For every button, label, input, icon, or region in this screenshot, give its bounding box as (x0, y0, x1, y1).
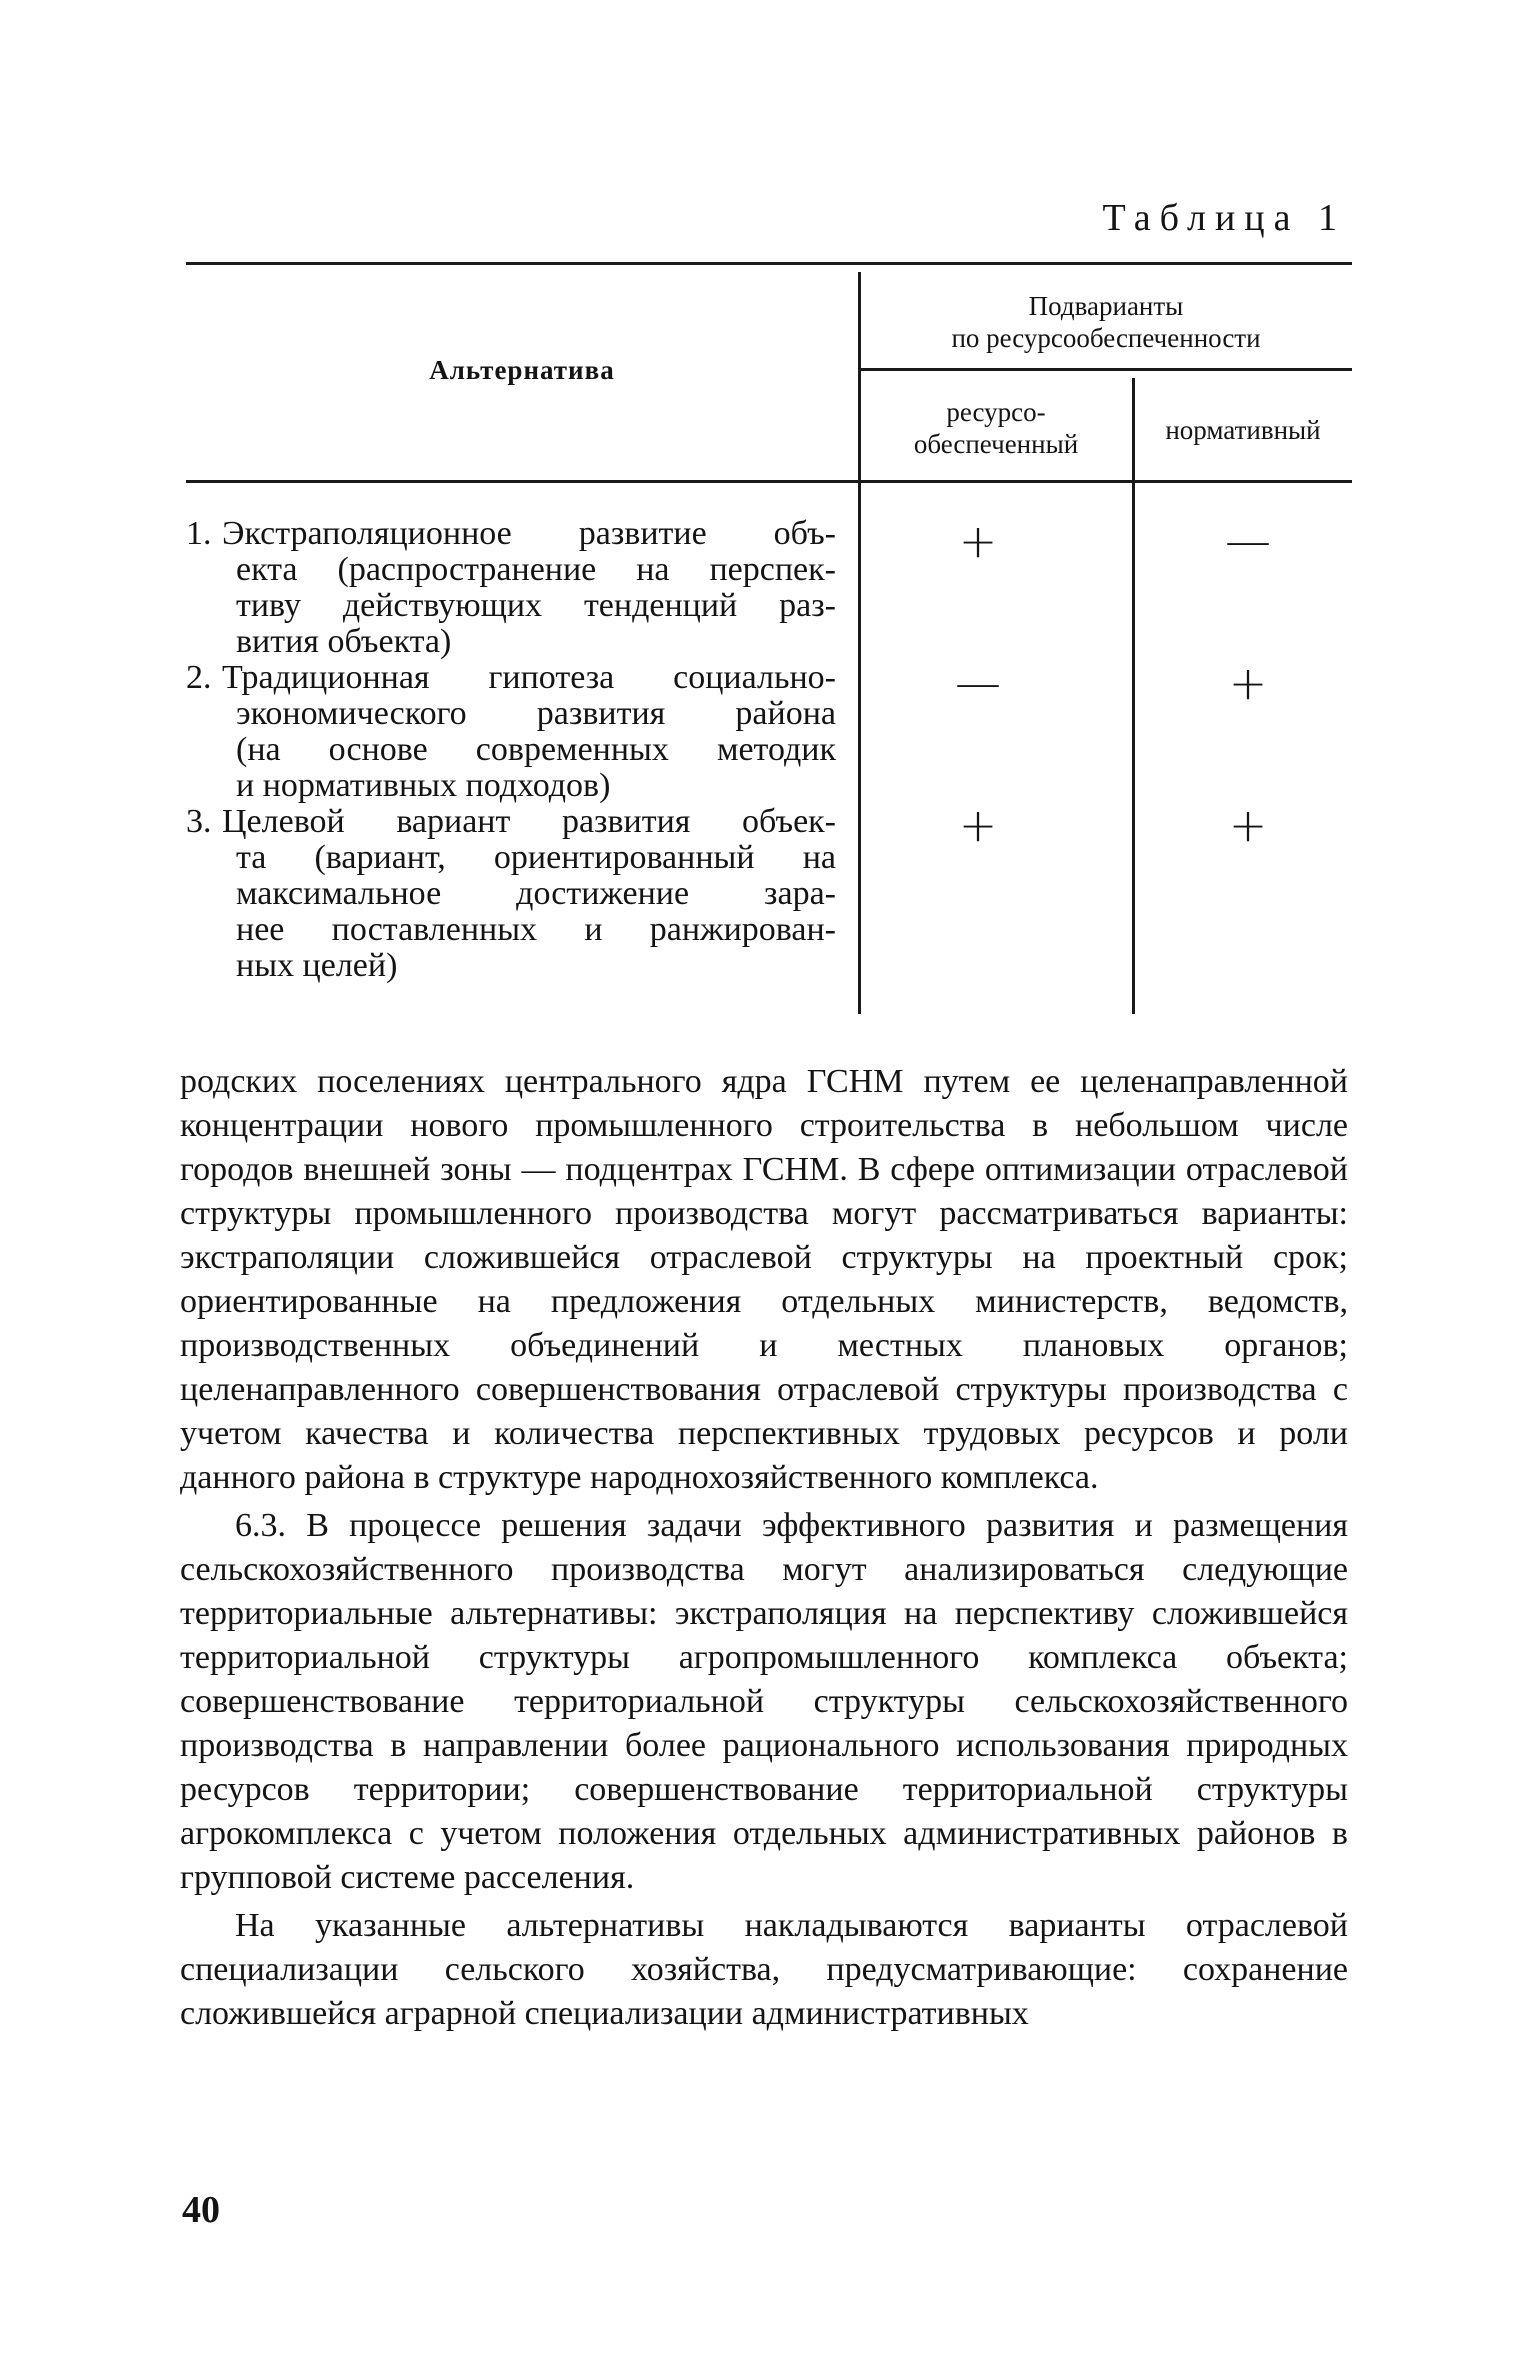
header-subvariants (860, 290, 1352, 354)
table-col-divider-sub (1132, 378, 1135, 1014)
row-line: экономического развития района (236, 695, 836, 732)
row-line (186, 660, 836, 696)
row-line: екта (распространение на перспек- (236, 551, 836, 588)
row-line: максимальное достижение зара- (236, 875, 836, 912)
paragraph: родских поселениях центрального ядра ГСНМ путем ее целенаправленной концентрации нового промышленного строительства в небольшом числе городов внешней зоны — подцентрах ГСНМ. В сфере оптимизации отраслевой структуры промышленного производства могут рассматриваться варианты: экстраполяции сложившейся отраслевой структуры на проектный срок; ориентированные на предложения отдельных министерств, ведомств, производственных объединений и местных плановых органов; целенаправленного совершенствования отраслевой структуры производства с учетом качества и количества перспективных трудовых ресурсов и роли данного района в структуре народнохозяйственного комплекса. (180, 1063, 1348, 1496)
row-line (186, 804, 836, 840)
row-number: 3. (186, 803, 212, 840)
header-col-resource (860, 396, 1132, 460)
header-subvariants-line1: Подварианты (1028, 291, 1184, 321)
header-col-normative: нормативный (1165, 415, 1321, 445)
row-line: вития объекта) (236, 623, 452, 660)
row-sign-col1: — (955, 656, 1001, 710)
header-col-resource-line1: ресурсо- (946, 397, 1046, 427)
row-line: нее поставленных и ранжирован- (236, 911, 836, 948)
paragraph: 6.3. В процессе решения задачи эффективного развития и размещения сельскохозяйственного производства могут анализироваться следующие территориальные альтернативы: экстраполяция на перспективу сложившейся территориальной структуры агропромышленного комплекса объекта; совершенствование территориальной структуры сельскохозяйственного производства в направлении более рационального использования природных ресурсов территории; совершенствование территориальной структуры агрокомплекса с учетом положения отдельных административных районов в групповой системе расселения. (180, 1507, 1348, 1896)
header-col-resource-line2: обеспеченный (913, 429, 1079, 459)
table-col-divider-main (858, 272, 861, 1014)
row-line (186, 516, 836, 552)
row-sign-col2: — (1225, 514, 1271, 568)
body-text (180, 1060, 1348, 2036)
row-number: 1. (186, 515, 212, 552)
table-top-rule (186, 262, 1352, 265)
page-number: 40 (182, 2189, 220, 2231)
table-row (186, 516, 836, 660)
header-alternative: Альтернатива (429, 355, 615, 385)
table-header-rule (186, 480, 1352, 483)
row-line: тиву действующих тенденций раз- (236, 587, 836, 624)
row-sign-col2: + (1228, 656, 1268, 710)
table-row (186, 804, 836, 984)
row-sign-col1: + (958, 514, 998, 568)
row-text-line: Целевой вариант развития объек- (222, 803, 836, 840)
row-text-line: Экстраполяционное развитие объ- (222, 515, 836, 552)
table-caption: Таблица 1 (1102, 197, 1346, 239)
row-number: 2. (186, 659, 212, 696)
paragraph: На указанные альтернативы накладываются варианты отраслевой специализации сельского хозяйства, предусматривающие: сохранение сложившейся аграрной специализации административных (180, 1907, 1348, 2032)
row-line: та (вариант, ориентированный на (236, 839, 836, 876)
table-row (186, 660, 836, 804)
row-line: ных целей) (236, 947, 398, 984)
row-line: и нормативных подходов) (236, 767, 611, 804)
row-sign-col1: + (958, 798, 998, 852)
header-subvariants-line2: по ресурсообеспеченности (951, 323, 1261, 353)
subheader-rule (858, 368, 1352, 371)
row-sign-col2: + (1228, 798, 1268, 852)
row-line: (на основе современных методик (236, 731, 836, 768)
row-text-line: Традиционная гипотеза социально- (222, 659, 836, 696)
